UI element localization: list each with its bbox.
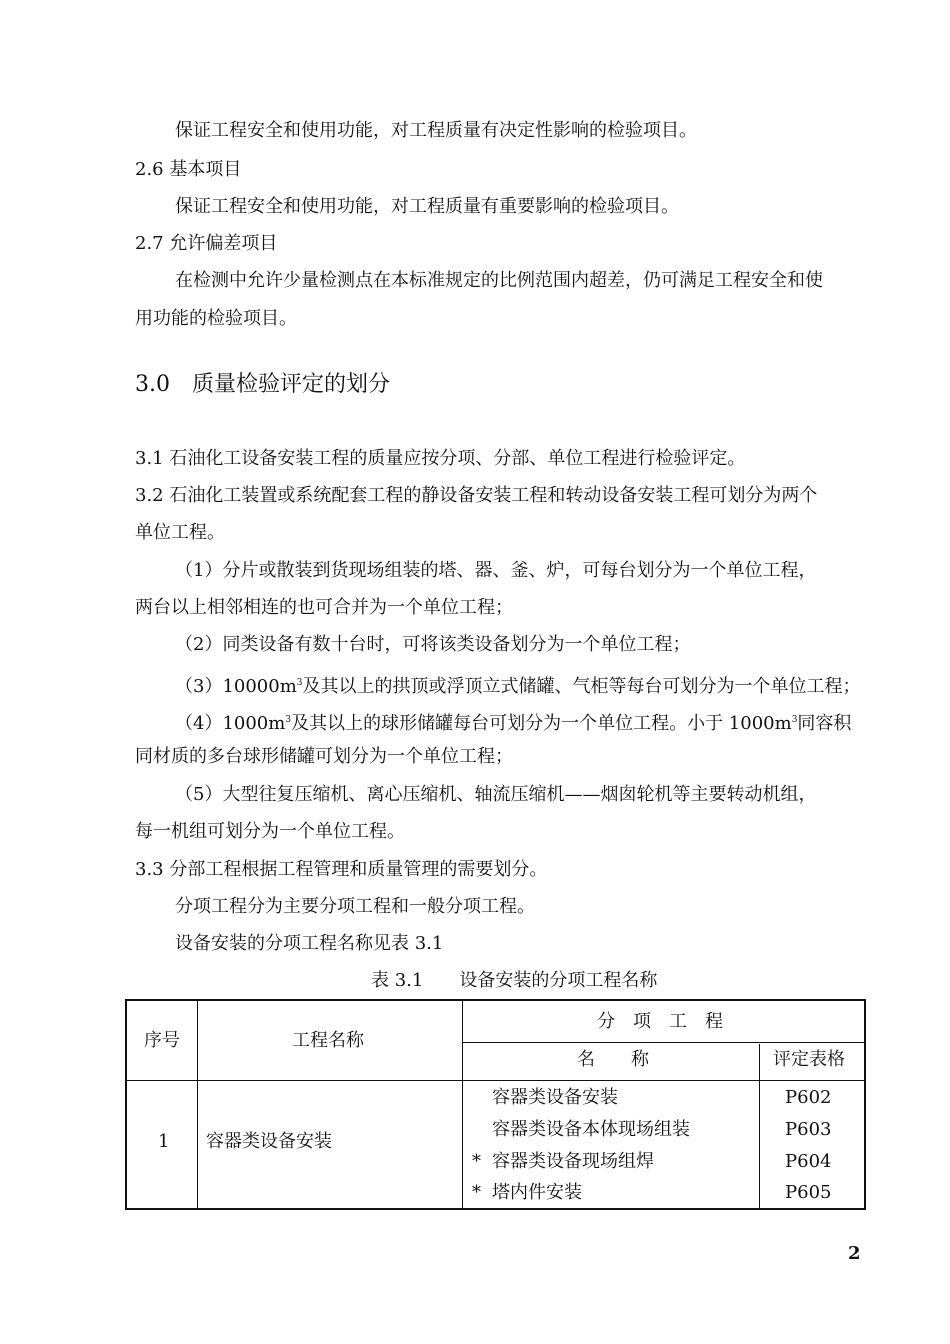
superscript: 3 (296, 678, 303, 688)
chapter-heading: 3.0 质量检验评定的划分 (135, 372, 390, 397)
list-item: 每一机组可划分为一个单位工程。 (135, 821, 405, 842)
table-divider (462, 1001, 463, 1208)
clause: 3.2 石油化工装置或系统配套工程的静设备安装工程和转动设备安装工程可划分为两个 (135, 485, 818, 506)
clause: 单位工程。 (135, 522, 225, 543)
paragraph: 保证工程安全和使用功能，对工程质量有重要影响的检验项目。 (175, 196, 679, 217)
item-name: 塔内件安装 (492, 1182, 582, 1203)
item-form: P604 (785, 1151, 832, 1172)
table-divider (462, 1042, 864, 1043)
text: （4）1000m (175, 713, 286, 734)
list-item: （2）同类设备有数十台时，可将该类设备划分为一个单位工程； (175, 634, 691, 655)
row-seq: 1 (158, 1131, 170, 1152)
text: 同容积 (797, 713, 852, 734)
header-subitems: 分 项 工 程 (597, 1011, 723, 1032)
item-star: * (472, 1151, 481, 1172)
text: 及其以上的球形储罐每台可划分为一个单位工程。小于 1000m (291, 713, 792, 734)
item-name: 容器类设备本体现场组装 (492, 1119, 690, 1140)
item-star: * (472, 1182, 481, 1203)
item-form: P603 (785, 1119, 832, 1140)
list-item (175, 672, 861, 698)
item-name: 容器类设备现场组焊 (492, 1151, 654, 1172)
header-project: 工程名称 (292, 1030, 364, 1051)
list-item: 两台以上相邻相连的也可合并为一个单位工程； (135, 597, 513, 618)
paragraph: 保证工程安全和使用功能，对工程质量有决定性影响的检验项目。 (175, 120, 697, 141)
table-divider (197, 1001, 198, 1208)
row-project: 容器类设备安装 (206, 1131, 332, 1152)
section-heading: 2.6 基本项目 (135, 159, 242, 180)
table-caption: 表 3.1 设备安装的分项工程名称 (371, 970, 658, 991)
paragraph: 在检测中允许少量检测点在本标准规定的比例范围内超差，仍可满足工程安全和使 (175, 270, 823, 291)
section-heading: 2.7 允许偏差项目 (135, 233, 278, 254)
item-form: P605 (785, 1182, 832, 1203)
header-form: 评定表格 (773, 1049, 845, 1070)
clause: 3.3 分部工程根据工程管理和质量管理的需要划分。 (135, 859, 548, 880)
clause: 3.1 石油化工设备安装工程的质量应按分项、分部、单位工程进行检验评定。 (135, 448, 746, 469)
text: （3）10000m (175, 676, 297, 697)
item-form: P602 (785, 1087, 832, 1108)
table-divider (127, 1080, 864, 1081)
item-name: 容器类设备安装 (492, 1087, 618, 1108)
page-number: 2 (848, 1243, 861, 1264)
list-item (175, 709, 851, 735)
paragraph: 分项工程分为主要分项工程和一般分项工程。 (175, 896, 535, 917)
paragraph: 用功能的检验项目。 (135, 308, 297, 329)
list-item: 同材质的多台球形储罐可划分为一个单位工程； (135, 746, 513, 767)
table-divider (759, 1044, 760, 1208)
superscript: 3 (285, 715, 292, 725)
superscript: 3 (791, 715, 798, 725)
subdivision-table (125, 999, 866, 1210)
header-seq: 序号 (144, 1030, 180, 1051)
paragraph: 设备安装的分项工程名称见表 3.1 (175, 933, 444, 954)
list-item: （1）分片或散装到货现场组装的塔、器、釜、炉，可每台划分为一个单位工程， (175, 560, 817, 581)
header-name: 名 称 (577, 1049, 649, 1070)
list-item: （5）大型往复压缩机、离心压缩机、轴流压缩机——烟囱轮机等主要转动机组， (175, 784, 817, 805)
text: 及其以上的拱顶或浮顶立式储罐、气柜等每台可划分为一个单位工程； (302, 676, 861, 697)
